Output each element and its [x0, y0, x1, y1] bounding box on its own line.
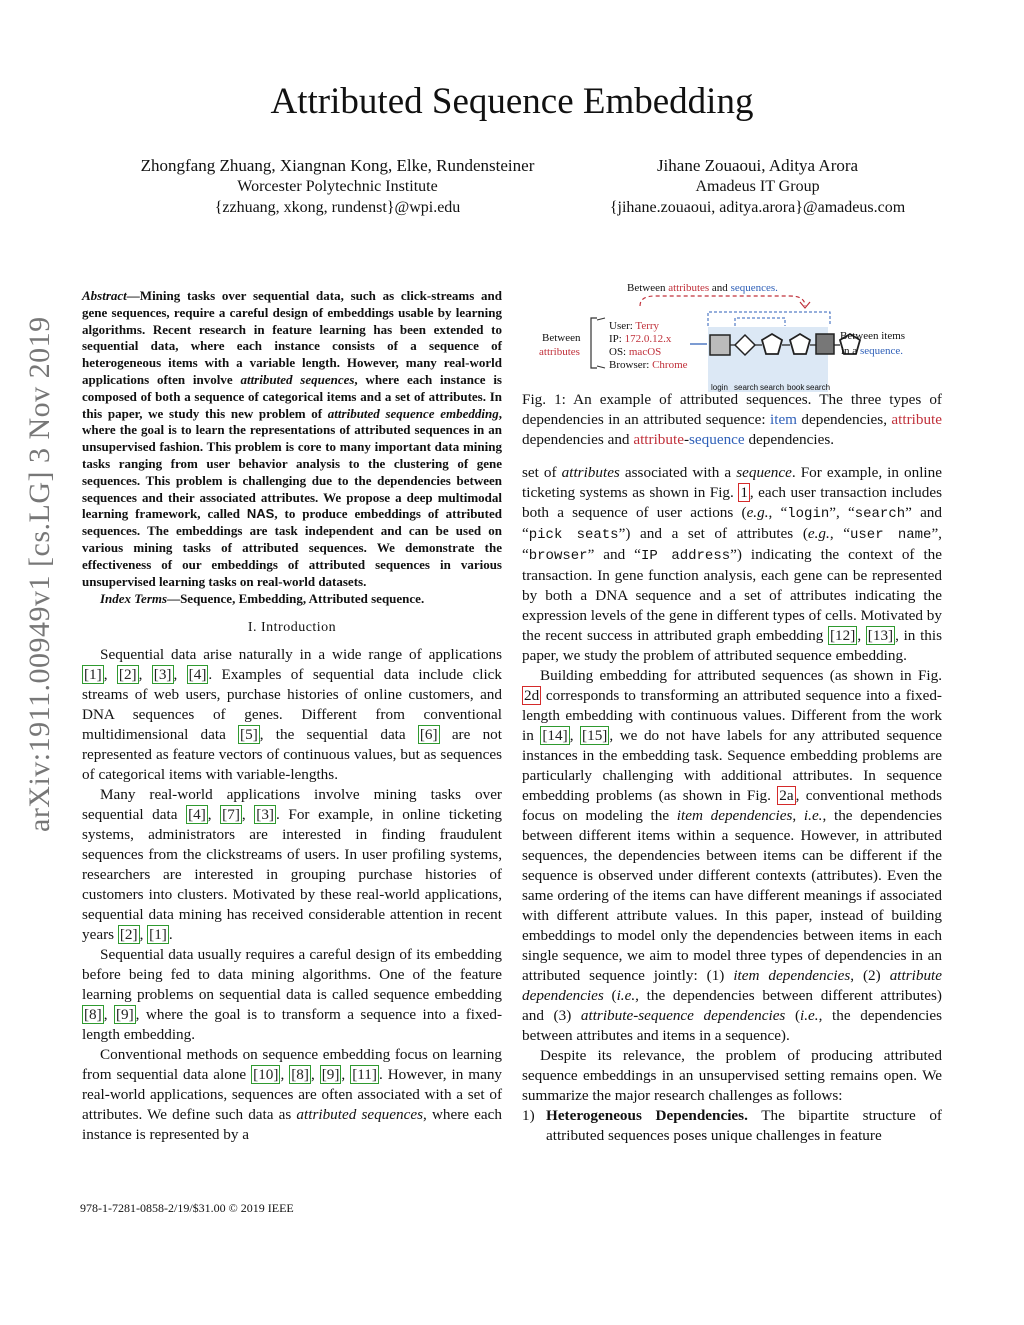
citation-link[interactable]: [13]	[867, 627, 894, 644]
intro-paragraph-2: Many real-world applications involve mining tasks over sequential data [4] , [7] , [3] . For example, in online ticketing systems, administrators are interested in finding fraudulent sequences from the clickstreams of users. In user profiling systems, researchers are interested in grouping purchase histories of customers into clusters. Motivated by these real-world applications, sequential data mining has received considerable attention in recent years [2] , [1] .	[82, 786, 503, 944]
citation-link[interactable]: [3]	[153, 666, 172, 684]
fig-attribute-list	[609, 320, 688, 372]
affiliation-left: Worcester Polytechnic Institute	[237, 178, 438, 195]
fig-left-brace	[591, 318, 597, 368]
citation-link[interactable]: [10]	[253, 1066, 279, 1084]
fig-item-label-4: book	[787, 383, 805, 392]
author-names-left: Zhongfang Zhuang, Xiangnan Kong, Elke, Rundensteiner	[140, 156, 535, 175]
fig-item-label-2: search	[734, 383, 759, 392]
fig-attr-ip: IP: 172.0.12.x	[609, 333, 672, 345]
citation-link[interactable]: [9]	[115, 1006, 134, 1024]
citation-link[interactable]: [8]	[84, 1006, 102, 1024]
citation-link[interactable]: [12]	[830, 627, 856, 644]
right-column	[522, 390, 942, 1146]
authors-left	[100, 155, 575, 218]
abstract: Abstract—Mining tasks over sequential data, such as click-streams and gene sequences, require a careful design of embeddings usable by learning algorithms. Recent research in feature learning has been extended to sequential data, where each instance consists of a sequence of heterogeneous items with a variable length. However, many real-world applications often involve attributed sequences, where each instance is composed of both a sequence of categorical items and a set of attributes. In this paper, we study this new problem of attributed sequence embedding, where the goal is to learn the representations of attributed sequences in an unsupervised fashion. This problem is core to many important data mining tasks ranging from user behavior analysis to the clustering of gene sequences. This problem is challenging due to the dependencies between sequences and their associated attributes. We propose a deep multimodal learning framework, called NAS, to produce embeddings of attributed sequences. The embeddings are task independent and can be used on various mining tasks of attributed sequences. We demonstrate the effectiveness of our embeddings of attributed sequences in various unsupervised learning tasks on real-world datasets.	[82, 288, 502, 589]
citation-link[interactable]: [8]	[291, 1066, 309, 1084]
email-right: {jihane.zouaoui, aditya.arora}@amadeus.com	[609, 199, 906, 216]
paper-title: Attributed Sequence Embedding	[270, 81, 754, 122]
right-paragraph-3: Despite its relevance, the problem of producing attributed sequence embeddings in an unsupervised setting remains open. We summarize the major research challenges as follows:	[522, 1047, 942, 1104]
challenge-list-item-1: 1) Heterogeneous Dependencies. The bipartite structure of attributed sequences poses unique challenges in feature	[522, 1107, 942, 1144]
fig-attr-os: OS: macOS	[609, 346, 662, 358]
fig-blue-dashed-bracket	[708, 312, 830, 326]
fig-left-label-2: attributes	[539, 346, 580, 358]
citation-link[interactable]: [6]	[419, 726, 438, 744]
copyright-footer: 978-1-7281-0858-2/19/$31.00 © 2019 IEEE	[80, 1201, 294, 1215]
fig-attr-browser: Browser: Chrome	[609, 359, 688, 371]
fig-item-label-1: login	[711, 383, 728, 392]
fig-right-label-2: in a sequence.	[841, 345, 904, 357]
intro-paragraph-1: Sequential data arise naturally in a wide range of applications [1] , [2] , [3] , [4] . Examples of sequential data include click streams of web users, purchase histories of online customers, and DNA sequences of genes. Different from conventional multidimensional data [5] , the sequential data [6] are not represented as feature vectors of continuous values, but as sequences of categorical items with variable-lengths.	[82, 646, 503, 784]
authors-right	[575, 155, 940, 218]
citation-link[interactable]: [4]	[188, 666, 207, 684]
citation-link[interactable]: [14]	[542, 727, 568, 744]
figure-reference-link[interactable]: 2a	[779, 787, 794, 804]
left-column	[82, 288, 502, 1145]
citation-link[interactable]: [1]	[149, 926, 167, 944]
citation-link[interactable]: [2]	[118, 666, 137, 684]
citation-link[interactable]: [9]	[321, 1066, 340, 1084]
fig-attr-user: User: Terry	[609, 320, 660, 332]
right-paragraph-2: Building embedding for attributed sequences (as shown in Fig. 2d corresponds to transforming an attributed sequence into a fixed-length embedding with continuous values. Different from the work in [14] , [15] , we do not have labels for any attributed sequence instances in the embedding task. Sequence embedding problems are particularly challenging with additional attributes. In sequence embedding problems (as shown in Fig. 2a , conventional methods focus on modeling the item dependencies, i.e., the dependencies between different items within a sequence. However, in attributed sequences, the dependencies between items can be different if the sequence is observed under different contexts (attributes). Even the same ordering of the items can have different meanings if associated with different attribute values. In this paper, instead of building embeddings to model only the dependencies between items in each single sequence, we aim to model three types of dependencies in an attributed sequence jointly: (1) item dependencies, (2) attribute dependencies (i.e., the dependencies between different attributes) and (3) attribute-sequence dependencies (i.e., the dependencies between attributes and items in a sequence).	[522, 667, 943, 1044]
index-terms: Index Terms—Sequence, Embedding, Attributed sequence.	[100, 591, 425, 607]
fig-red-dashed-arc	[640, 296, 805, 306]
fig-top-label: Between attributes and sequences.	[627, 282, 778, 294]
citation-link[interactable]: [3]	[256, 806, 274, 824]
citation-link[interactable]: [2]	[119, 926, 138, 944]
right-paragraph-1: set of attributes associated with a sequence. For example, in online ticketing systems as shown in Fig. 1 , each user transaction includes both a sequence of user actions (e.g., “login”, “search” and “pick seats”) and a set of attributes (e.g., “user name”, “browser” and “IP address”) indicating the context of the transaction. In gene function analysis, each gene can be represented by both a DNA sequence and a set of attributes indicating the expression levels of the gene in different types of cells. Motivated by the recent success in attributed graph embedding [12] , [13] , in this paper, we study the problem of attributed sequence embedding.	[522, 464, 943, 664]
figure-1-caption: Fig. 1: An example of attributed sequences. The three types of dependencies in an attributed sequence: item dependencies, attribute dependencies and attribute-sequence dependencies.	[522, 391, 942, 448]
figure-1	[535, 282, 937, 392]
citation-link[interactable]: [11]	[352, 1066, 377, 1084]
fig-item-box	[710, 335, 730, 355]
fig-item-label-3: search	[760, 383, 785, 392]
citation-link[interactable]: [7]	[222, 806, 240, 824]
citation-link[interactable]: [1]	[84, 666, 102, 684]
fig-left-label-1: Between	[542, 332, 581, 344]
affiliation-right: Amadeus IT Group	[695, 178, 820, 195]
figure-reference-link[interactable]: 1	[740, 484, 748, 501]
email-left: {zzhuang, xkong, rundenst}@wpi.edu	[214, 199, 461, 216]
citation-link[interactable]: [5]	[240, 726, 258, 744]
figure-reference-link[interactable]: 2d	[524, 687, 540, 704]
arxiv-sidebar-stamp: arXiv:1911.00949v1 [cs.LG] 3 Nov 2019	[23, 316, 56, 832]
intro-paragraph-3: Sequential data usually requires a careful design of its embedding before being fed to data mining algorithms. One of the feature learning problems on sequential data is called sequence embedding [8] , [9] , where the goal is to transform a sequence into a fixed-length embedding.	[82, 946, 502, 1044]
citation-link[interactable]: [15]	[582, 727, 608, 744]
section-heading-introduction: I. Introduction	[247, 620, 337, 636]
fig-item-label-5: search	[806, 383, 831, 392]
fig-right-label-1: Between items	[840, 330, 906, 342]
author-names-right: Jihane Zouaoui, Aditya Arora	[656, 156, 859, 175]
intro-paragraph-4: Conventional methods on sequence embedding focus on learning from sequential data alone [10] , [8] , [9] , [11] . However, in many real-world applications, sequences are often associated with a set of attributes. We define such data as attributed sequences, where each instance is represented by a	[82, 1046, 503, 1144]
citation-link[interactable]: [4]	[188, 806, 206, 824]
